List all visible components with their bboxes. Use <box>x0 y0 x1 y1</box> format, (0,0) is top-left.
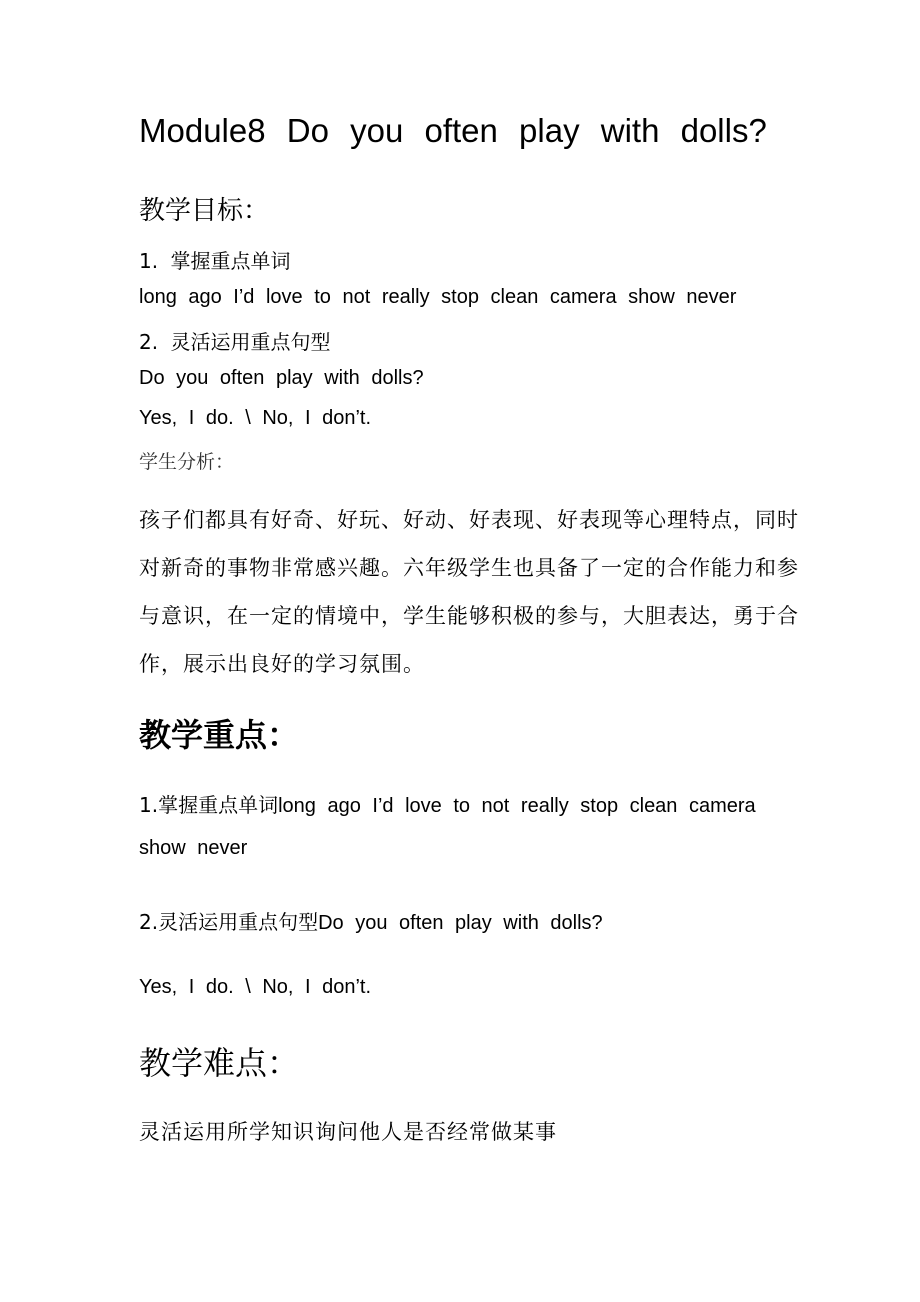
objectives-item1-label-text: 1. 掌握重点单词 <box>139 249 291 273</box>
key-points-item2-prefix: 2.灵活运用重点句型 <box>139 910 319 934</box>
objectives-item2-label <box>139 326 330 355</box>
key-points-item1 <box>139 789 756 818</box>
key-points-item2-sentence: Do you often play with dolls? <box>318 912 603 934</box>
key-points-item2 <box>139 906 603 935</box>
objectives-item2-label-text: 2. 灵活运用重点句型 <box>139 330 331 354</box>
document-title: Module8 Do you often play with dolls? <box>139 112 767 149</box>
analysis-line-3: 与意识，在一定的情境中，学生能够积极的参与，大胆表达，勇于合 <box>139 604 799 628</box>
objectives-item1-words: long ago I’d love to not really stop clean camera show never <box>139 286 737 308</box>
objectives-item2-question: Do you often play with dolls? <box>139 367 424 389</box>
analysis-line-1: 孩子们都具有好奇、好玩、好动、好表现、好表现等心理特点，同时 <box>139 508 799 532</box>
objectives-heading: 教学目标： <box>139 196 270 226</box>
key-points-heading: 教学重点： <box>139 716 300 754</box>
key-points-item1-words-cont: show never <box>139 837 248 859</box>
key-points-item1-prefix: 1.掌握重点单词 <box>139 793 279 817</box>
analysis-line-2: 对新奇的事物非常感兴趣。六年级学生也具备了一定的合作能力和参 <box>139 556 799 580</box>
objectives-item2-answer: Yes, I do. \ No, I don’t. <box>139 407 372 429</box>
difficulties-heading: 教学难点： <box>139 1044 300 1082</box>
analysis-line-4: 作，展示出良好的学习氛围。 <box>139 652 425 676</box>
objectives-item1-label <box>139 245 290 274</box>
key-points-item2-answer: Yes, I do. \ No, I don’t. <box>139 976 372 998</box>
difficulties-text: 灵活运用所学知识询问他人是否经常做某事 <box>139 1120 557 1144</box>
analysis-heading: 学生分析： <box>139 451 235 473</box>
key-points-item1-words: long ago I’d love to not really stop clean camera <box>278 795 756 817</box>
